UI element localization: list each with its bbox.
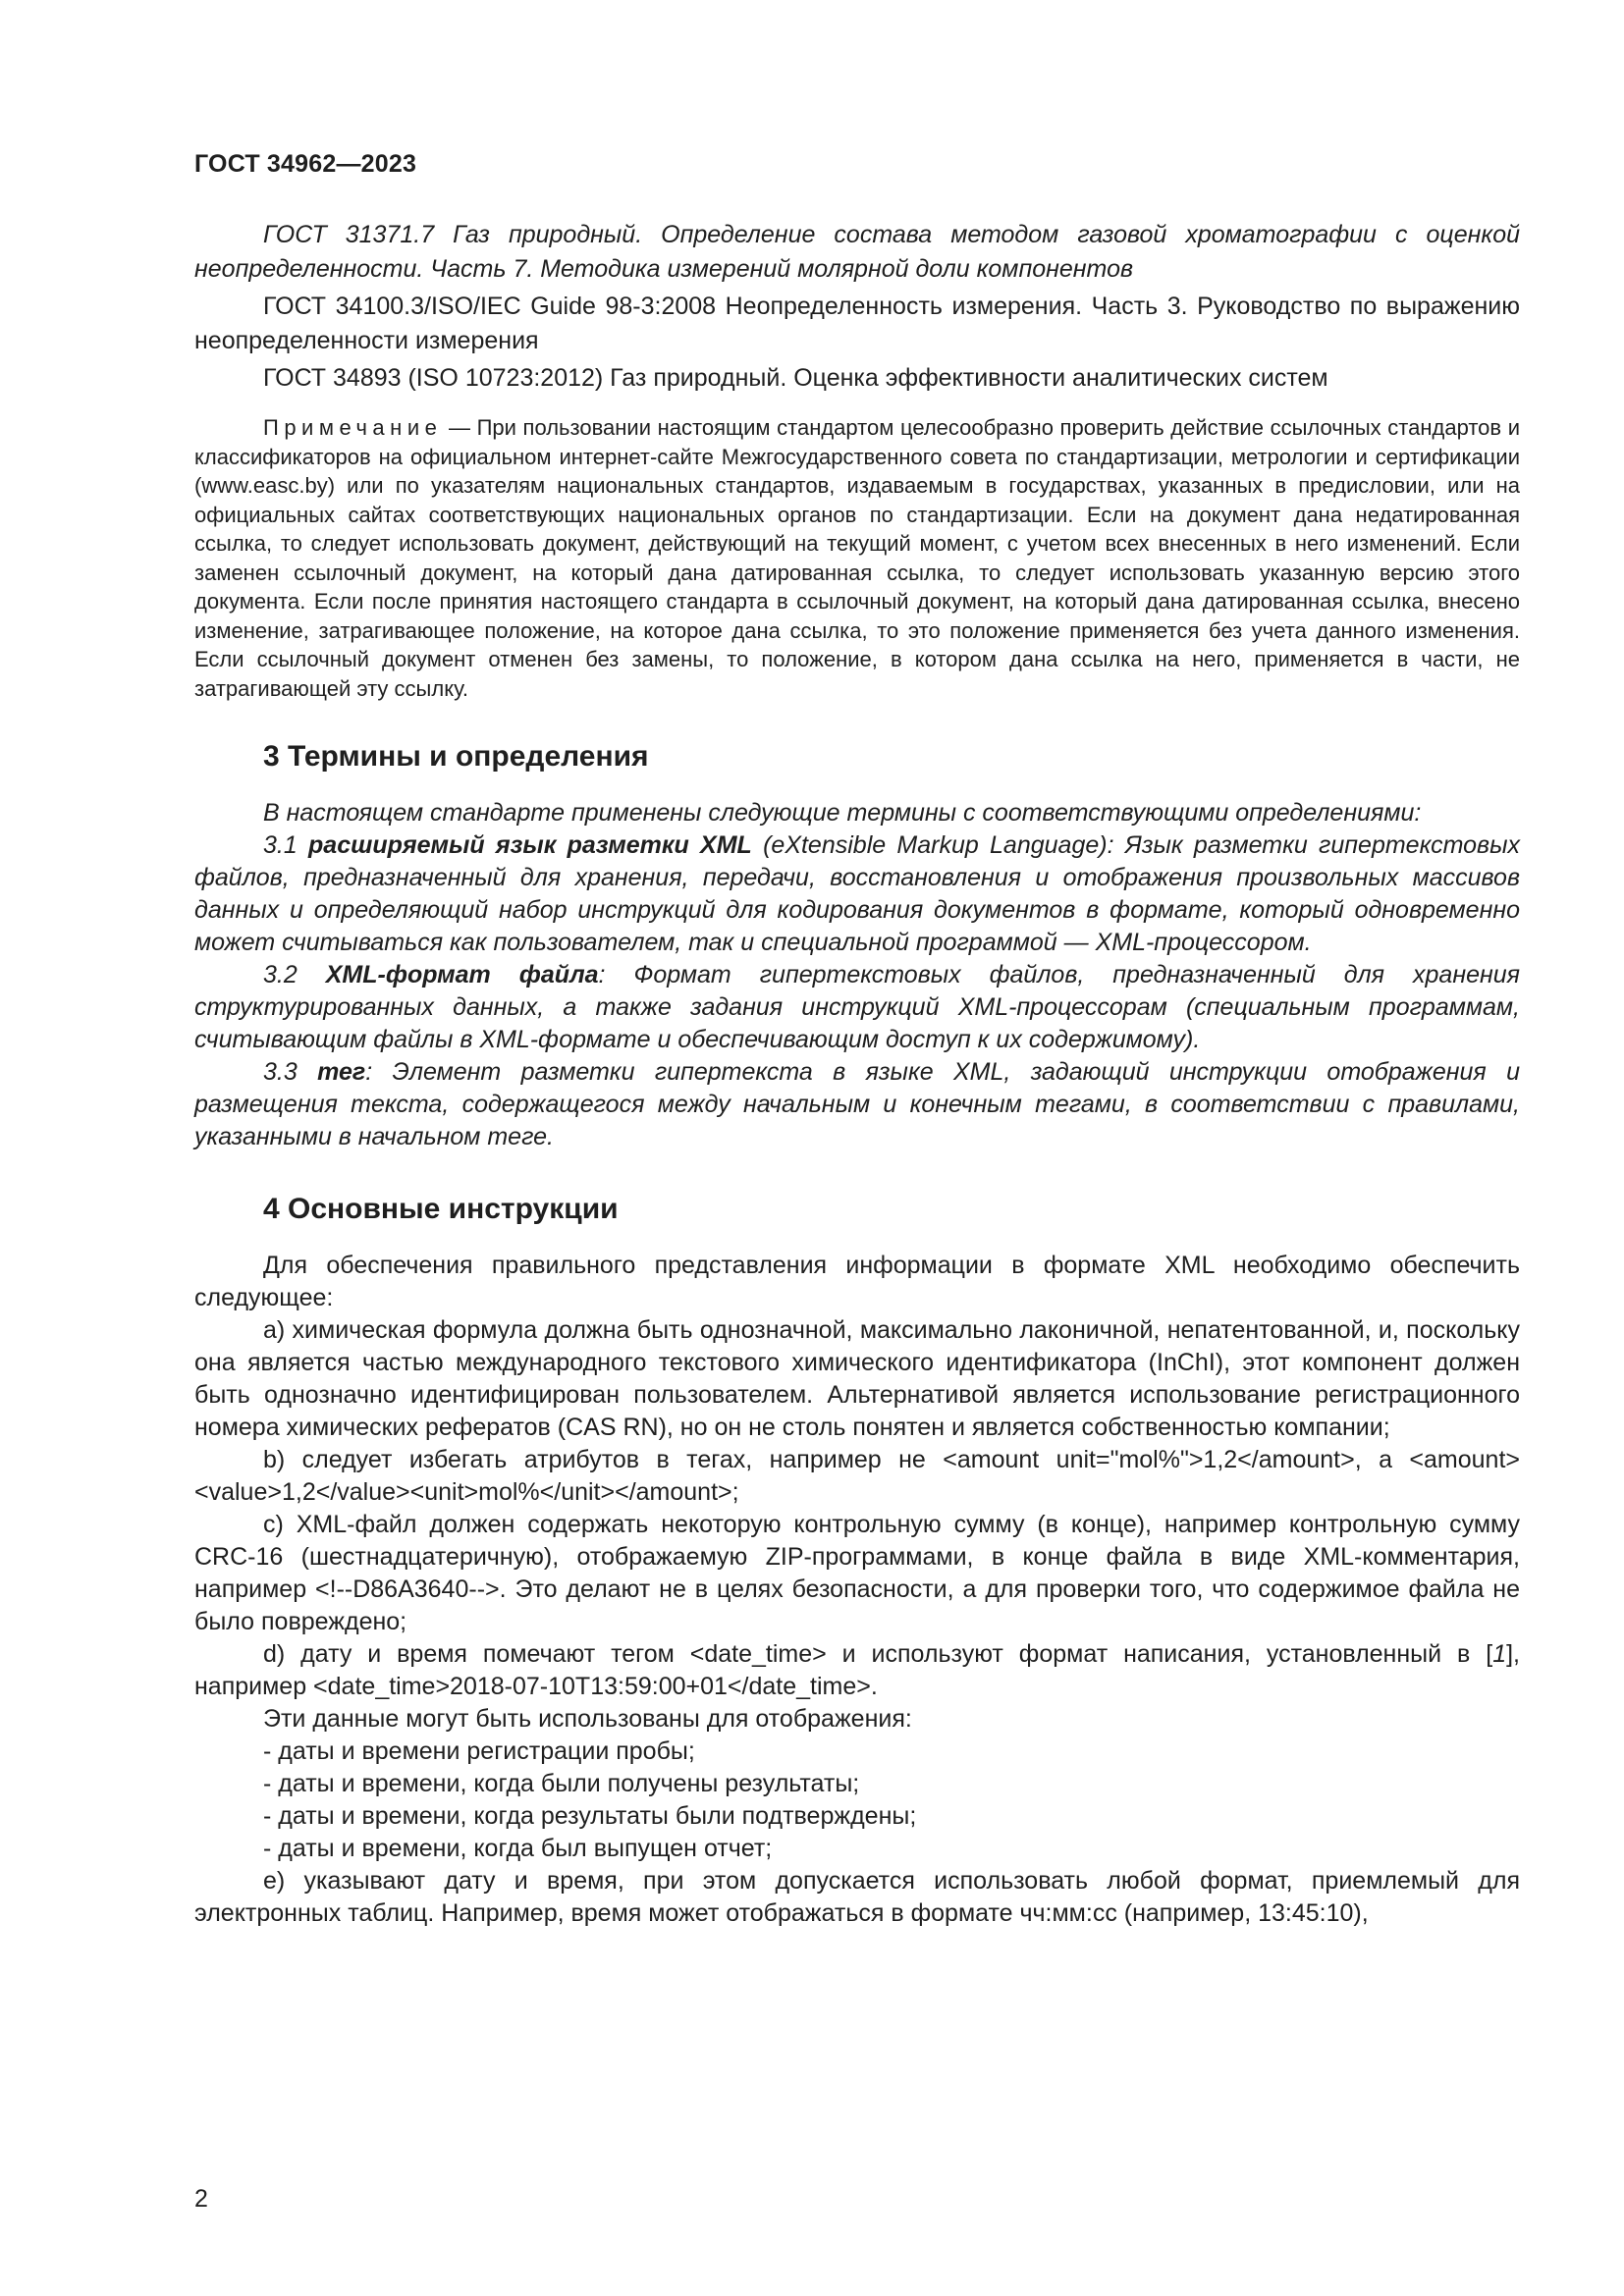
- definition-item: [194, 1056, 1520, 1153]
- reference-item: ГОСТ 34893 (ISO 10723:2012) Газ природный. Оценка эффективности аналитических систем: [263, 364, 1328, 392]
- display-intro: Эти данные могут быть использованы для отображения:: [263, 1705, 912, 1733]
- bibliography-ref: 1: [1492, 1640, 1507, 1668]
- section-4-body: [194, 1250, 1520, 1930]
- page-number: 2: [194, 2185, 208, 2213]
- document-body: [194, 218, 1520, 1930]
- definition-term: тег: [317, 1058, 366, 1086]
- instruction-item-a: а) химическая формула должна быть однозначной, максимально лаконичной, непатентованной, и, поскольку она является частью международного текстового химического идентификатора (InChI), этот компонент должен быть однозначно идентифицирован пользователем. Альтернативой является использование регистрационного номера химических рефератов (CAS RN), но он не столь понятен и является собственностью компании;: [194, 1316, 1520, 1441]
- section-4-intro: Для обеспечения правильного представления информации в формате XML необходимо обеспечить следующее:: [194, 1252, 1520, 1311]
- definition-item: [194, 959, 1520, 1056]
- definition-text: : Формат гипертекстовых файлов, предназначенный для хранения структурированных данных, а также задания инструкций XML-процессорам (специальным программам, считывающим файлы в XML-формате и обеспечивающим доступ к их содержимому).: [194, 961, 1521, 1053]
- note-paragraph: [194, 413, 1520, 703]
- instruction-item-c: c) XML-файл должен содержать некоторую контрольную сумму (в конце), например контрольную сумму CRC-16 (шестнадцатеричную), отображаемую ZIP-программами, в конце файла в виде XML-комментария, например <!--D86A3640-->. Это делают не в целях безопасности, а для проверки того, что содержимое файла не было повреждено;: [194, 1511, 1520, 1635]
- section-3-body: [194, 797, 1520, 1153]
- note-text: — При пользовании настоящим стандартом целесообразно проверить действие ссылочных стандартов и классификаторов на официальном интернет-сайте Межгосударственного совета по стандартизации, метрологии и сертификации (www.easc.by) или по указателям национальных стандартов, издаваемым в государствах, указанных в предисловии, или на официальных сайтах соответствующих национальных органов по стандартизации. Если на документ дана недатированная ссылка, то следует использовать документ, действующий на текущий момент, с учетом всех внесенных в него изменений. Если заменен ссылочный документ, на который дана датированная ссылка, то следует использовать указанную версию этого документа. Если после принятия настоящего стандарта в ссылочный документ, на который дана датированная ссылка, внесено изменение, затрагивающее положение, на которое дана ссылка, то это положение применяется без учета данного изменения. Если ссылочный документ отменен без замены, то положение, в котором дана ссылка на него, применяется в части, не затрагивающей эту ссылку.: [194, 415, 1520, 701]
- instruction-item-b: b) следует избегать атрибутов в тегах, например не <amount unit="mol%">1,2</amount>, а <amount><value>1,2</value><unit>mol%</unit></amount>;: [194, 1446, 1520, 1506]
- section-3-title: 3 Термины и определения: [263, 740, 649, 773]
- item-d-text-end: ], например <date_time>2018-07-10T13:59:00+01</date_time>.: [194, 1640, 1520, 1700]
- instruction-item-d: [194, 1638, 1520, 1703]
- reference-item: ГОСТ 34100.3/ISO/IEC Guide 98-3:2008 Неопределенность измерения. Часть 3. Руководство по выражению неопределенности измерения: [194, 293, 1520, 354]
- definition-number: 3.3: [263, 1058, 318, 1086]
- section-3-intro: В настоящем стандарте применены следующие термины с соответствующими определениями:: [263, 799, 1422, 827]
- instruction-item-e: e) указывают дату и время, при этом допускается использовать любой формат, приемлемый для электронных таблиц. Например, время может отображаться в формате чч:мм:сс (например, 13:45:10),: [194, 1867, 1520, 1927]
- reference-item: ГОСТ 31371.7 Газ природный. Определение состава методом газовой хроматографии с оценкой неопределенности. Часть 7. Методика измерений молярной доли компонентов: [194, 221, 1520, 283]
- list-item: - даты и времени регистрации пробы;: [263, 1737, 695, 1765]
- item-d-text: d) дату и время помечают тегом <date_time> и используют формат написания, установленный в [: [263, 1640, 1493, 1668]
- definition-number: 3.1: [263, 831, 309, 859]
- definition-text: : Элемент разметки гипертекста в языке XML, задающий инструкции отображения и размещения текста, содержащегося между начальным и конечным тегами, в соответствии с правилами, указанными в начальном теге.: [194, 1058, 1521, 1150]
- definition-text: (eXtensible Markup Language): Язык разметки гипертекстовых файлов, предназначенный для хранения, передачи, восстановления и отображения произвольных массивов данных и определяющий набор инструкций для кодирования документов в формате, который одновременно может считываться как пользователем, так и специальной программой — XML-процессором.: [194, 831, 1521, 956]
- note-label: Примечание: [263, 415, 443, 440]
- definition-number: 3.2: [263, 961, 326, 988]
- page-header: ГОСТ 34962—2023: [194, 150, 417, 178]
- definition-term: расширяемый язык разметки XML: [308, 831, 752, 859]
- list-item: - даты и времени, когда результаты были подтверждены;: [263, 1802, 917, 1830]
- list-item: - даты и времени, когда был выпущен отчет;: [263, 1835, 773, 1862]
- section-4-title: 4 Основные инструкции: [263, 1193, 619, 1225]
- list-item: - даты и времени, когда были получены результаты;: [263, 1770, 860, 1797]
- definition-term: XML-формат файла: [325, 961, 599, 988]
- definition-item: [194, 829, 1520, 959]
